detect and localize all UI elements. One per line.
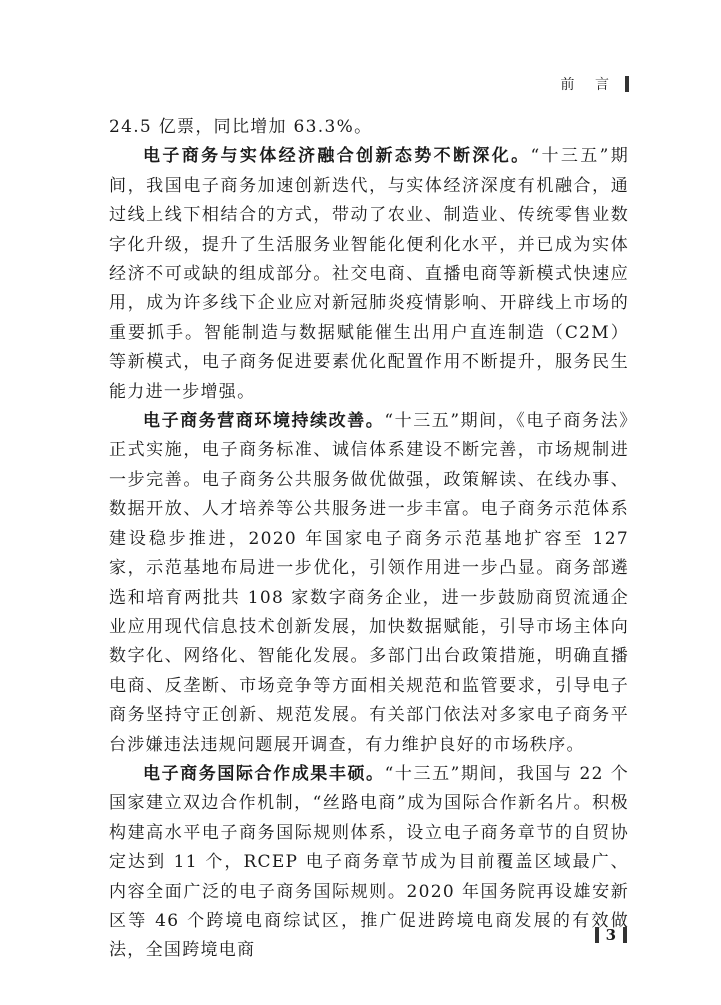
paragraph-ecommerce-integration — [109, 142, 629, 407]
paragraph-lead-heading: 电子商务国际合作成果丰硕。 — [143, 763, 385, 784]
paragraph-text: “十三五”期间，《电子商务法》正式实施，电子商务标准、诚信体系建设不断完善，市场规制进一步完善。电子商务公共服务做优做强，政策解读、在线办事、数据开放、人才培养等公共服务进一步丰富。电子商务示范体系建设稳步推进，2020 年国家电子商务示范基地扩容至 127 家，示范基地布局进一步优化，引领作用进一步凸显。商务部遴选和培育两批共 108 家数字商务企业，进一步鼓励商贸流通企业应用现代信息技术创新发展，加快数据赋能，引导市场主体向数字化、网络化、智能化发展。多部门出台政策措施，明确直播电商、反垄断、市场竞争等方面相关规范和监管要求，引导电子商务坚持守正创新、规范发展。有关部门依法对多家电子商务平台涉嫌违法违规问题展开调查，有力维护良好的市场秩序。 — [109, 411, 629, 755]
paragraph-lead-heading: 电子商务营商环境持续改善。 — [143, 411, 385, 432]
paragraph-text: 24.5 亿票，同比增加 63.3%。 — [109, 117, 373, 137]
footer-bar-ornament-left — [595, 927, 599, 943]
paragraph-continuation — [109, 113, 629, 142]
paragraph-text: “十三五”期间，我国电子商务加速创新迭代，与实体经济深度有机融合，通过线上线下相结合的方式，带动了农业、制造业、传统零售业数字化升级，提升了生活服务业智能化便利化水平，并已成为实体经济不可或缺的组成部分。社交电商、直播电商等新模式快速应用，成为许多线下企业应对新冠肺炎疫情影响、开辟线上市场的重要抓手。智能制造与数据赋能催生出用户直连制造（C2M）等新模式，电子商务促进要素优化配置作用不断提升，服务民生能力进一步增强。 — [109, 146, 629, 402]
header-bar-ornament — [625, 76, 629, 92]
paragraph-text: “十三五”期间，我国与 22 个国家建立双边合作机制，“丝路电商”成为国际合作新名片。积极构建高水平电子商务国际规则体系，设立电子商务章节的自贸协定达到 11 个，RCEP 电子商务章节成为目前覆盖区域最广、内容全面广泛的电子商务国际规则。2020 年国务院再设雄安新区等 46 个跨境电商综试区，推广促进跨境电商发展的有效做法，全国跨境电商 — [109, 763, 629, 961]
section-title: 前 言 — [560, 77, 617, 93]
paragraph-international-cooperation — [109, 760, 629, 966]
running-header — [561, 74, 629, 94]
paragraph-business-environment — [109, 407, 629, 760]
body-text — [109, 113, 629, 966]
page-number: 3 — [605, 926, 616, 944]
footer-bar-ornament-right — [623, 927, 627, 943]
paragraph-lead-heading: 电子商务与实体经济融合创新态势不断深化。 — [143, 146, 531, 167]
page-footer — [595, 926, 627, 944]
